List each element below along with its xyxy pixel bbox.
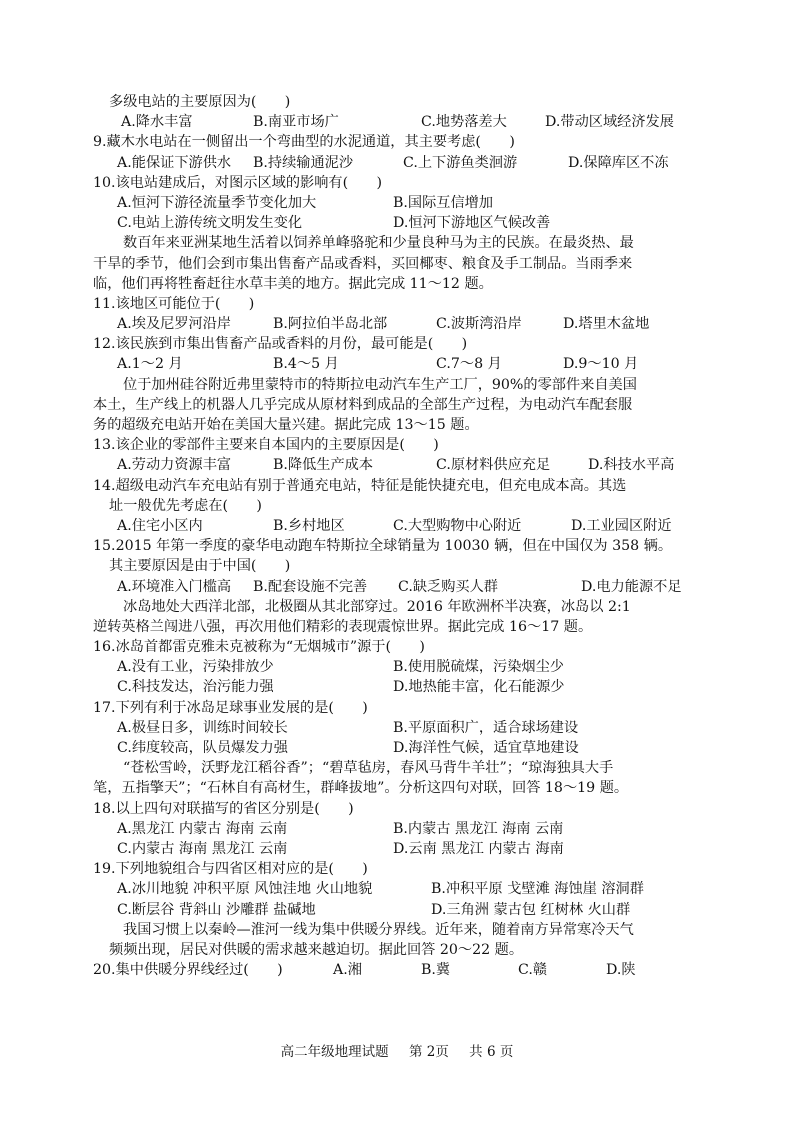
q15-option-a: A.环境准入门槛高 bbox=[117, 578, 232, 595]
q19-options-row1 bbox=[93, 879, 703, 899]
footer-exam-title: 高二年级地理试题 bbox=[280, 1044, 389, 1060]
q16-options-row1 bbox=[93, 657, 703, 677]
passage-nomads-line3: 临，他们再将牲畜赶往水草丰美的地方。据此完成 11～12 题。 bbox=[93, 275, 493, 292]
q10-options-row2 bbox=[93, 213, 703, 233]
q12-option-d: D.9～10 月 bbox=[563, 356, 639, 373]
q14-option-c: C.大型购物中心附近 bbox=[393, 517, 522, 534]
passage-tesla-line2: 本土，生产线上的机器人几乎完成从原材料到成品的全部生产过程，为电动汽车配套服 bbox=[93, 396, 633, 413]
q19-option-b: B.冲积平原 戈壁滩 海蚀崖 溶洞群 bbox=[431, 881, 644, 898]
passage-tesla-line3: 务的超级充电站开始在美国大量兴建。据此完成 13～15 题。 bbox=[93, 417, 479, 433]
exam-page-content bbox=[93, 92, 703, 980]
q18-option-d: D.云南 黑龙江 内蒙古 海南 bbox=[393, 840, 564, 857]
q18-stem: 18.以上四句对联描写的省区分别是( ) bbox=[93, 800, 354, 817]
q16-options-row2 bbox=[93, 677, 703, 697]
passage-iceland-line1: 冰岛地处大西洋北部，北极圈从其北部穿过。2016 年欧洲杯半决赛，冰岛以 2:1 bbox=[123, 598, 631, 615]
q12-options bbox=[93, 354, 703, 374]
q14-option-d: D.工业园区附近 bbox=[571, 517, 672, 534]
q14-option-b: B.乡村地区 bbox=[273, 517, 345, 534]
q19-stem: 19.下列地貌组合与四省区相对应的是( ) bbox=[93, 861, 368, 878]
q12-option-b: B.4～5 月 bbox=[273, 356, 339, 373]
q8-option-d: D.带动区域经济发展 bbox=[545, 114, 674, 131]
q9-option-a: A.能保证下游供水 bbox=[117, 154, 232, 171]
q17-stem: 17.下列有利于冰岛足球事业发展的是( ) bbox=[93, 699, 368, 716]
q19-option-a: A.冰川地貌 冲积平原 风蚀洼地 火山地貌 bbox=[117, 881, 373, 898]
q17-options-row1 bbox=[93, 718, 703, 738]
q8-option-a: A.降水丰富 bbox=[121, 114, 193, 131]
passage-couplets-line1: “苍松雪岭，沃野龙江稻谷香”；“碧草毡房，春风马背牛羊壮”；“琼海独具大手 bbox=[123, 760, 614, 777]
q19-options-row2 bbox=[93, 900, 703, 920]
q16-option-a: A.没有工业，污染排放少 bbox=[117, 659, 274, 676]
q20-row bbox=[93, 960, 703, 980]
q17-option-a: A.极昼日多，训练时间较长 bbox=[117, 719, 288, 736]
q13-option-c: C.原材料供应充足 bbox=[436, 457, 551, 474]
q15-option-b: B.配套设施不完善 bbox=[253, 578, 368, 595]
footer-total-pages: 共 6 页 bbox=[469, 1044, 514, 1060]
q18-options-row1 bbox=[93, 819, 703, 839]
passage-heating-line1: 我国习惯上以秦岭—淮河一线为集中供暖分界线。近年来，随着南方异常寒冷天气 bbox=[123, 921, 634, 938]
q13-stem: 13.该企业的零部件主要来自本国内的主要原因是( ) bbox=[93, 437, 439, 454]
q13-options bbox=[93, 455, 703, 475]
q8-stem-continuation: 多级电站的主要原因为( ) bbox=[109, 94, 291, 110]
q12-option-c: C.7～8 月 bbox=[436, 356, 502, 373]
q20-stem: 20.集中供暖分界线经过( ) bbox=[93, 962, 283, 979]
q9-option-c: C.上下游鱼类洄游 bbox=[403, 154, 518, 171]
q15-option-c: C.缺乏购买人群 bbox=[398, 578, 498, 595]
q19-option-c: C.断层谷 背斜山 沙雕群 盐碱地 bbox=[117, 901, 316, 918]
q17-option-b: B.平原面积广，适合球场建设 bbox=[393, 719, 579, 736]
q10-option-d: D.恒河下游地区气候改善 bbox=[393, 215, 551, 232]
q20-option-a: A.湘 bbox=[333, 962, 362, 979]
q17-options-row2 bbox=[93, 738, 703, 758]
q11-option-d: D.塔里木盆地 bbox=[563, 316, 650, 333]
q17-option-c: C.纬度较高，队员爆发力强 bbox=[117, 740, 288, 756]
q8-option-b: B.南亚市场广 bbox=[253, 114, 339, 131]
q9-options bbox=[93, 153, 703, 173]
footer-page-number: 第 2页 bbox=[408, 1044, 449, 1060]
passage-heating-line2: 频频出现，居民对供暖的需求越来越迫切。据此回答 20～22 题。 bbox=[109, 941, 524, 958]
q14-options bbox=[93, 516, 703, 536]
q20-option-d: D.陕 bbox=[606, 962, 636, 979]
q13-option-d: D.科技水平高 bbox=[588, 457, 675, 474]
q20-option-b: B.冀 bbox=[421, 962, 451, 979]
page-footer bbox=[0, 1040, 794, 1060]
q11-option-a: A.埃及尼罗河沿岸 bbox=[117, 316, 232, 333]
q20-option-c: C.赣 bbox=[518, 962, 548, 979]
q15-options bbox=[93, 577, 703, 597]
passage-nomads-line2: 干旱的季节，他们会到市集出售畜产品或香料，买回椰枣、粮食及手工制品。当雨季来 bbox=[93, 255, 633, 272]
q10-stem: 10.该电站建成后，对图示区域的影响有( ) bbox=[93, 174, 383, 191]
q12-stem: 12.该民族到市集出售畜产品或香料的月份，最可能是( ) bbox=[93, 336, 468, 353]
q16-option-b: B.使用脱硫煤，污染烟尘少 bbox=[393, 659, 564, 676]
q11-options bbox=[93, 314, 703, 334]
passage-tesla-line1: 位于加州硅谷附近弗里蒙特市的特斯拉电动汽车生产工厂，90%的零部件来自美国 bbox=[123, 376, 637, 393]
q8-options bbox=[93, 112, 703, 132]
q9-option-d: D.保障库区不冻 bbox=[568, 154, 669, 171]
q12-option-a: A.1～2 月 bbox=[117, 356, 183, 373]
q11-option-c: C.波斯湾沿岸 bbox=[436, 316, 522, 333]
q15-option-d: D.电力能源不足 bbox=[581, 578, 682, 595]
q16-stem: 16.冰岛首都雷克雅未克被称为“无烟城市”源于( ) bbox=[93, 639, 425, 656]
passage-nomads-line1: 数百年来亚洲某地生活着以饲养单峰骆驼和少量良种马为主的民族。在最炎热、最 bbox=[123, 235, 634, 252]
q10-options-row1 bbox=[93, 193, 703, 213]
q18-option-a: A.黑龙江 内蒙古 海南 云南 bbox=[117, 820, 288, 837]
q10-option-a: A.恒河下游径流量季节变化加大 bbox=[117, 194, 317, 211]
q16-option-d: D.地热能丰富，化石能源少 bbox=[393, 679, 565, 696]
q17-option-d: D.海洋性气候，适宜草地建设 bbox=[393, 740, 579, 756]
q13-option-b: B.降低生产成本 bbox=[273, 457, 374, 474]
q9-option-b: B.持续输通泥沙 bbox=[253, 154, 354, 171]
q14-option-a: A.住宅小区内 bbox=[117, 517, 203, 534]
passage-couplets-line2: 笔，五指擎天”；“石林自有高材生，群峰拔地”。分析这四句对联，回答 18～19 题。 bbox=[93, 780, 629, 797]
q16-option-c: C.科技发达，治污能力强 bbox=[117, 679, 274, 696]
q10-option-b: B.国际互信增加 bbox=[393, 194, 494, 211]
q8-option-c: C.地势落差大 bbox=[421, 114, 507, 131]
q10-option-c: C.电站上游传统文明发生变化 bbox=[117, 215, 303, 232]
q11-option-b: B.阿拉伯半岛北部 bbox=[273, 316, 388, 333]
q9-stem: 9.藏木水电站在一侧留出一个弯曲型的水泥通道，其主要考虑( ) bbox=[93, 134, 515, 151]
q11-stem: 11.该地区可能位于( ) bbox=[93, 295, 255, 312]
passage-iceland-line2: 逆转英格兰闯进八强，再次用他们精彩的表现震惊世界。据此完成 16～17 题。 bbox=[93, 618, 593, 635]
q13-option-a: A.劳动力资源丰富 bbox=[117, 457, 232, 474]
q15-stem-line2: 其主要原因是由于中国( ) bbox=[109, 558, 291, 575]
q19-option-d: D.三角洲 蒙古包 红树林 火山群 bbox=[431, 901, 631, 918]
q18-option-c: C.内蒙古 海南 黑龙江 云南 bbox=[117, 840, 288, 857]
q15-stem-line1: 15.2015 年第一季度的豪华电动跑车特斯拉全球销量为 10030 辆，但在中国仅为 358 辆。 bbox=[93, 538, 673, 555]
q18-options-row2 bbox=[93, 839, 703, 859]
q14-stem-line1: 14.超级电动汽车充电站有别于普通充电站，特征是能快捷充电，但充电成本高。其选 bbox=[93, 477, 627, 494]
q14-stem-line2: 址一般优先考虑在( ) bbox=[109, 497, 262, 514]
q18-option-b: B.内蒙古 黑龙江 海南 云南 bbox=[393, 820, 564, 837]
